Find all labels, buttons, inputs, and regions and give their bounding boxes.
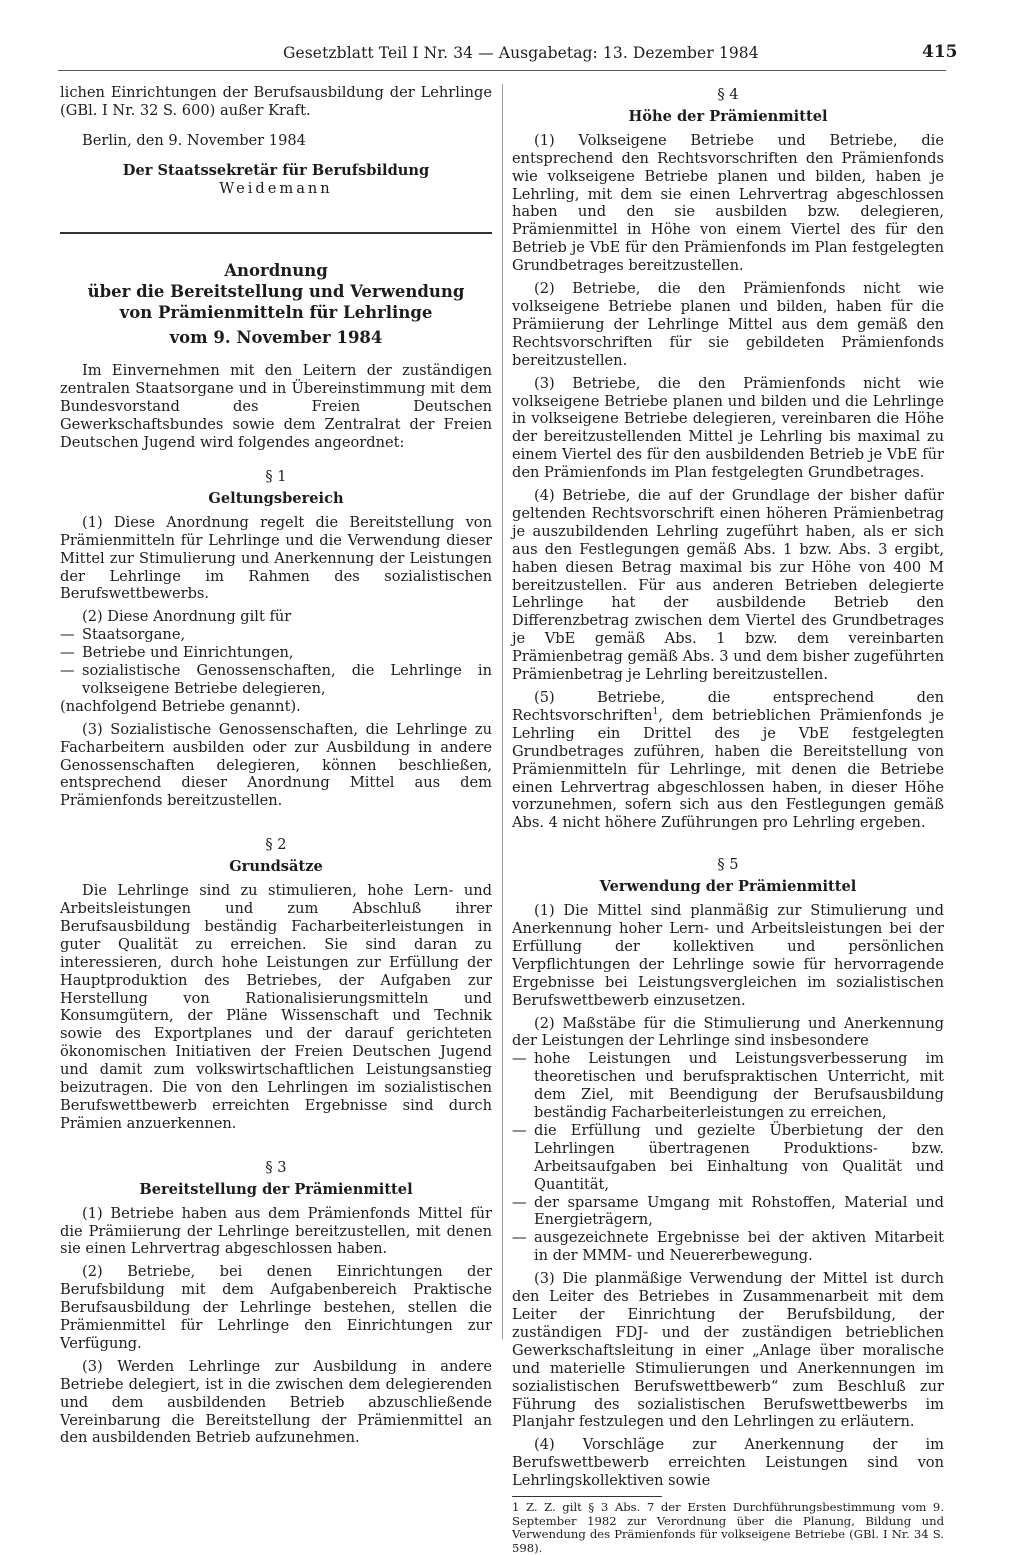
section-3-para-3: (3) Werden Lehrlinge zur Ausbildung in andere Betriebe delegiert, ist in die zwischen dem delegierenden und dem ausbildenden Betrieb abzuschließende Vereinbarung die Bereitstellung der Prämienmittel an den ausbildenden Betrieb aufzunehmen. [60,1357,492,1447]
left-column [60,84,492,1452]
section-2-para-1: Die Lehrlinge sind zu stimulieren, hohe Lern- und Arbeitsleistungen und zum Abschluß ihrer Berufsausbildung beständig Facharbeiterleistungen in guter Qualität zu erreichen. Sie sind daran zu interessieren, durch hohe Leistungen zur Erfüllung der Hauptproduktion des Betriebes, der Aufgaben zur Herstellung von Rationalisierungsmitteln und Konsumgütern, der Pläne Wissenschaft und Technik sowie des Exportplanes und der darauf gerichteten ökonomischen Initiativen der Freien Deutschen Jugend und damit zum volkswirtschaftlichen Leistungsanstieg beizutragen. Die von den Lehrlingen im sozialistischen Berufswettbewerb erreichten Ergebnisse sind durch Prämien anzuerkennen. [60,882,492,1132]
page-number: 415 [922,42,958,62]
section-4-title: Höhe der Prämienmittel [628,107,828,125]
section-1-title: Geltungsbereich [208,489,344,507]
section-1-number: § 1 [265,467,287,485]
list-item: — ausgezeichnete Ergebnisse bei der aktiven Mitarbeit in der MMM- und Neuererbewegung. [512,1229,944,1265]
list-item: — hohe Leistungen und Leistungsverbesserung im theoretischen und berufspraktischen Unterricht, mit dem Ziel, mit Beendigung der Berufsausbildung beständig Facharbeiterleistungen zu erreichen, [512,1050,944,1122]
section-3-para-2: (2) Betriebe, bei denen Einrichtungen der Berufsbildung mit dem Aufgabenbereich Praktische Berufsausbildung der Lehrlinge bestehen, stellen die Prämienmittel für Lehrlinge den Einrichtungen zur Verfügung. [60,1263,492,1352]
document-title [60,260,492,323]
section-3-para-1: (1) Betriebe haben aus dem Prämienfonds Mittel für die Prämiierung der Lehrlinge bereitzustellen, mit denen sie einen Lehrvertrag abgeschlossen haben. [60,1204,492,1258]
title-line-2: über die Bereitstellung und Verwendung [87,281,465,301]
section-5-list [512,1050,944,1265]
section-4-para-5-text-b: , dem betrieblichen Prämienfonds je Lehrling ein Drittel des je VbE festgelegten Grundbetrages zuführen, haben die Bereitstellung von Prämienmitteln für Lehrlinge, mit denen die Betriebe einen Lehrvertrag abgeschlossen haben, in dieser Höhe vorzunehmen, sofern sich aus den Festlegungen gemäß Abs. 4 nicht höhere Zuführungen pro Lehrling ergeben. [512,706,944,832]
section-1-para-1: (1) Diese Anordnung regelt die Bereitstellung von Prämienmitteln für Lehrlinge und die Verwendung dieser Mittel zur Stimulierung und Anerkennung der Leistungen der Lehrlinge im Rahmen des sozialistischen Berufswettbewerbs. [60,513,492,603]
section-3-number: § 3 [265,1158,287,1176]
section-5-title: Verwendung der Prämienmittel [599,878,857,896]
list-item: — Betriebe und Einrichtungen, [60,644,492,662]
section-5-para-3: (3) Die planmäßige Verwendung der Mittel ist durch den Leiter des Betriebes in Zusammenarbeit mit dem Leiter der Einrichtung der Berufsbildung, der zuständigen FDJ- und der zuständigen betrieblichen Gewerkschaftsleitung in einer „Anlage über moralische und materielle Stimulierungen und Anerkennungen im sozialistischen Berufswettbewerb“ zum Beschluß zur Führung des sozialistischen Berufswettbewerbs im Planjahr festzulegen und den Lehrlingen zu erläutern. [512,1270,944,1431]
section-4-para-1: (1) Volkseigene Betriebe und Betriebe, die entsprechend den Rechtsvorschriften den Prämienfonds wie volkseigene Betriebe planen und bilden, haben je Lehrling, mit dem sie einen Lehrvertrag abgeschlossen haben und den sie ausbilden bzw. delegieren, Prämienmittel in Höhe von einem Viertel des für den Betrieb je VbE für den Prämienfonds im Plan festgelegten Grundbetrages bereitzustellen. [512,131,944,275]
title-line-1: Anordnung [224,260,328,280]
section-5-para-2: (2) Maßstäbe für die Stimulierung und Anerkennung der Leistungen der Lehrlinge sind insbesondere [512,1014,944,1050]
previous-text-tail: lichen Einrichtungen der Berufsausbildung der Lehrlinge (GBl. I Nr. 32 S. 600) außer Kraft. [60,84,492,119]
section-1-para-2-tail: (nachfolgend Betriebe genannt). [60,697,301,715]
column-divider [502,84,503,1339]
section-4-para-5-text-a: (5) Betriebe, die entsprechend den Rechtsvorschriften [512,689,944,724]
section-3-title: Bereitstellung der Prämienmittel [139,1180,413,1198]
section-1-para-3: (3) Sozialistische Genossenschaften, die Lehrlinge zu Facharbeitern ausbilden oder zur Ausbildung in andere Genossenschaften delegieren, können beschließen, entsprechend dieser Anordnung Mittel aus dem Prämienfonds bereitzustellen. [60,720,492,810]
footnote-rule [512,1496,662,1497]
section-2-number: § 2 [265,836,287,854]
list-item: — die Erfüllung und gezielte Überbietung der den Lehrlingen übertragenen Produktions- bzw. Arbeitsaufgaben bei Einhaltung von Qualität und Quantität, [512,1122,944,1194]
title-line-3: von Prämienmitteln für Lehrlinge [119,302,433,322]
section-4-para-4: (4) Betriebe, die auf der Grundlage der bisher dafür geltenden Rechtsvorschrift einen höheren Prämienbetrag je auszubildenden Lehrling zugeführt haben, als er sich aus den Festlegungen gemäß Abs. 1 bzw. Abs. 3 ergibt, haben diesen Betrag maximal bis zur Höhe von 400 M bereitzustellen. Für aus anderen Betrieben delegierte Lehrlinge hat der ausbildende Betrieb den Differenzbetrag zwischen dem Viertel des Grundbetrages je VbE gemäß Abs. 1 bzw. dem vereinbarten Prämienbetrag gemäß Abs. 3 und dem bisher zugeführten Prämienbetrag je Lehrling bereitzustellen. [512,487,944,684]
footnote-marker: 1 [652,707,659,718]
signatory-title: Der Staatssekretär für Berufsbildung [122,161,430,179]
running-header: Gesetzblatt Teil I Nr. 34 — Ausgabetag: 13. Dezember 1984 [283,44,759,62]
section-4-para-3: (3) Betriebe, die den Prämienfonds nicht wie volkseigene Betriebe planen und bilden und die Lehrlinge in volkseigene Betriebe delegieren, vereinbaren die Höhe der bereitzustellenden Mittel je Lehrling bis maximal zu einem Viertel des für den ausbildenden Betrieb je VbE für den Prämienfonds im Plan festgelegten Grundbetrages. [512,374,944,482]
title-date: vom 9. November 1984 [169,327,383,347]
section-1-para-2: (2) Diese Anordnung gilt für [82,608,292,626]
right-column [512,84,944,1555]
section-4-para-5 [512,689,944,832]
header-rule [58,70,946,71]
signatory-name: Weidemann [219,179,333,197]
section-5-para-1: (1) Die Mittel sind planmäßig zur Stimulierung und Anerkennung hoher Lern- und Arbeitsleistungen bei der Erfüllung der kollektiven und persönlichen Verpflichtungen der Lehrlinge sowie für hervorragende Ergebnisse bei Leistungsvergleichen im sozialistischen Berufswettbewerb einzusetzen. [512,902,944,1009]
footnote: 1 Z. Z. gilt § 3 Abs. 7 der Ersten Durchführungsbestimmung vom 9. September 1982 zur Verordnung über die Planung, Bildung und Verwendung des Prämienfonds für volkseigene Betriebe (GBl. I Nr. 34 S. 598). [512,1500,944,1555]
section-4-para-2: (2) Betriebe, die den Prämienfonds nicht wie volkseigene Betriebe planen und bilden, haben für die Prämiierung der Lehrlinge Mittel aus dem gemäß den Rechtsvorschriften für sie gebildeten Prämienfonds bereitzustellen. [512,280,944,369]
place-date: Berlin, den 9. November 1984 [82,131,306,149]
section-5-para-4: (4) Vorschläge zur Anerkennung der im Berufswettbewerb erreichten Leistungen sind von Lehrlingskollektiven sowie [512,1436,944,1490]
list-item: — Staatsorgane, [60,626,492,644]
section-2-title: Grundsätze [229,858,323,876]
section-5-number: § 5 [717,856,739,874]
preamble: Im Einvernehmen mit den Leitern der zuständigen zentralen Staatsorgane und in Übereinstimmung mit dem Bundesvorstand des Freien Deutschen Gewerkschaftsbundes sowie dem Zentralrat der Freien Deutschen Jugend wird folgendes angeordnet: [60,362,492,452]
section-4-number: § 4 [717,86,739,103]
list-item: — sozialistische Genossenschaften, die Lehrlinge in volkseigene Betriebe delegieren, [60,662,492,698]
list-item: — der sparsame Umgang mit Rohstoffen, Material und Energieträgern, [512,1194,944,1230]
section-rule [60,232,492,234]
section-1-list [60,626,492,698]
